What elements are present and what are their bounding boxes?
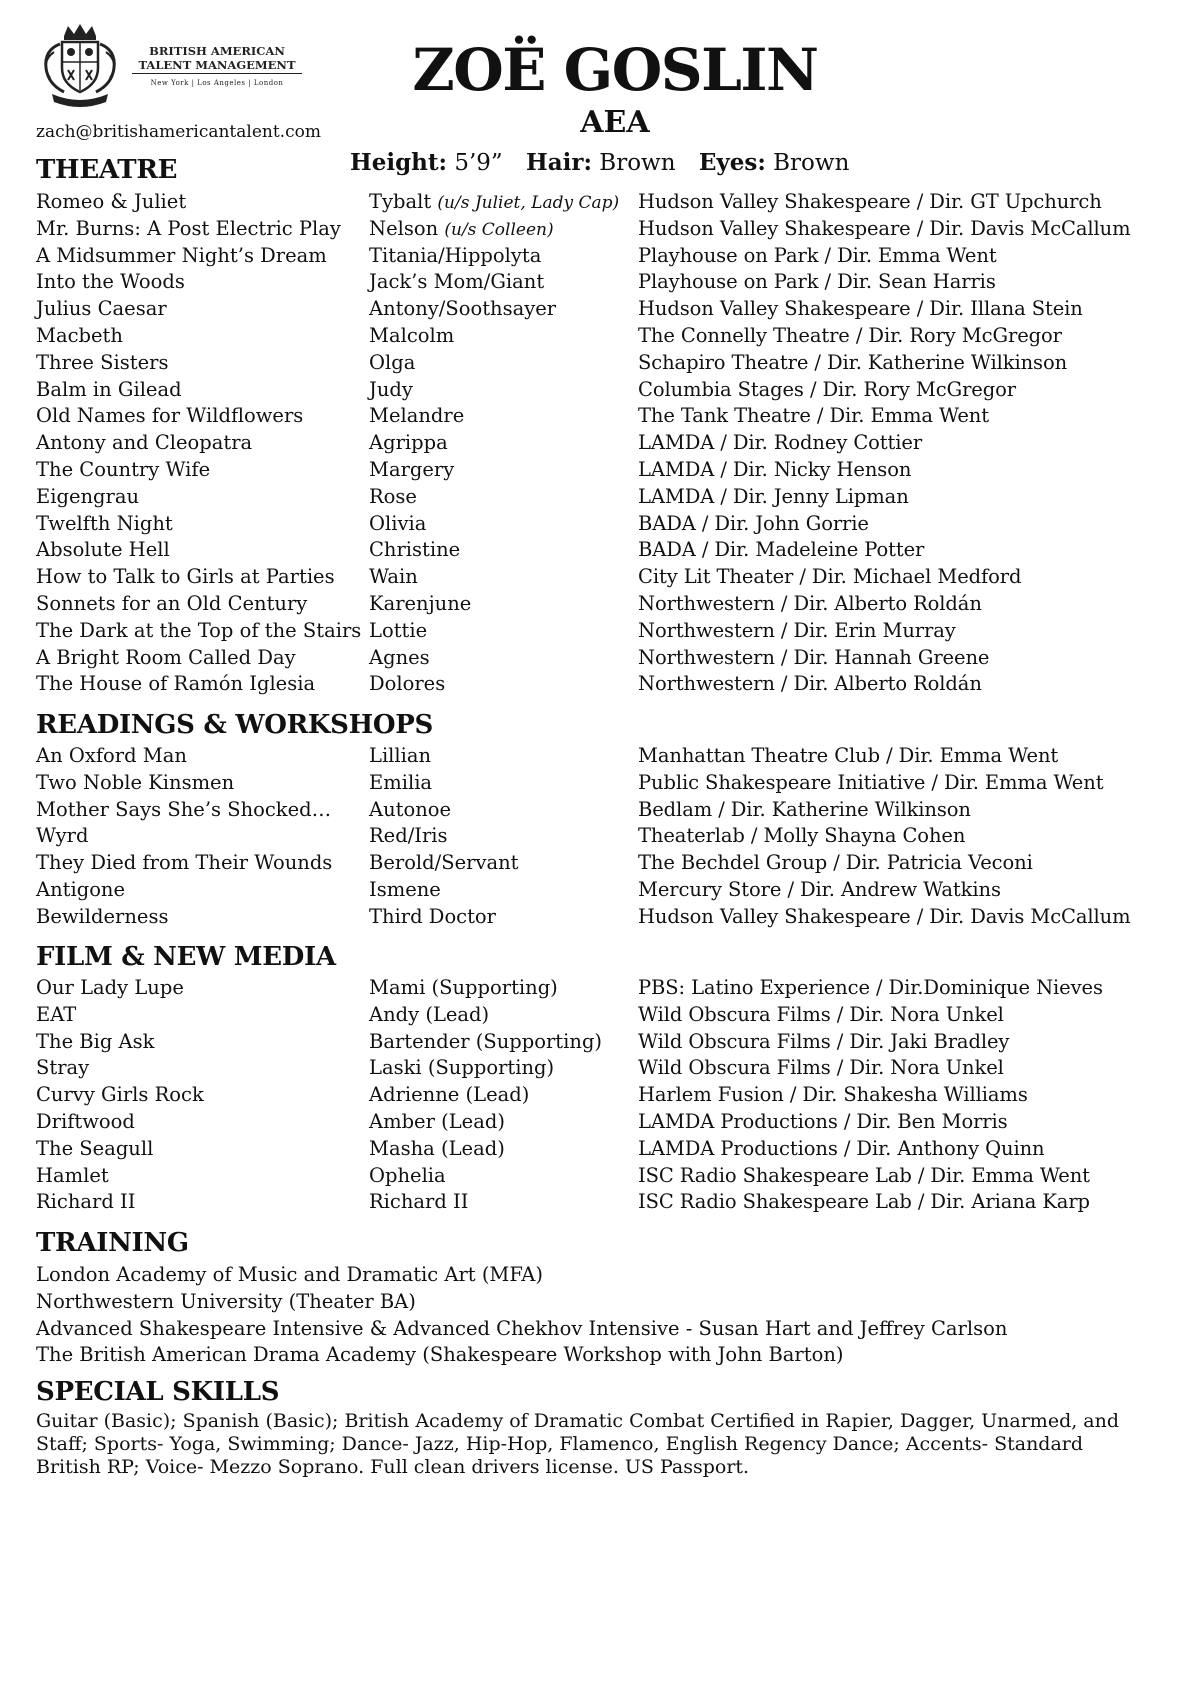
credit-role [369,904,496,931]
credit-role [369,743,431,770]
credit-role [369,1082,529,1109]
credit-role [369,296,556,323]
credit-role-name: Margery [369,457,455,481]
credit-role [369,823,448,850]
credit-title: Julius Caesar [36,297,167,321]
credit-title: Stray [36,1056,90,1080]
credit-title: A Midsummer Night’s Dream [36,243,327,267]
credit-title: Our Lady Lupe [36,976,184,999]
credit-role-name: Jack’s Mom/Giant [369,270,545,294]
credit-company: Columbia Stages / Dir. Rory McGregor [638,377,1016,401]
credit-company: Hudson Valley Shakespeare / Dir. Davis McCallum [638,216,1131,240]
credit-company: Hudson Valley Shakespeare / Dir. Davis McCallum [638,904,1131,928]
credit-row [36,904,1176,931]
height-value: 5’9” [454,150,503,176]
credit-row [36,975,1176,1002]
agent-email-link[interactable]: zach@britishamericantalent.com [36,122,321,142]
credit-role [369,797,451,824]
credit-role [369,1109,505,1136]
credit-role [369,1055,554,1082]
credit-row [36,877,1176,904]
credit-role-name: Nelson [369,216,439,240]
height-label: Height: [350,149,448,176]
credit-row [36,743,1176,770]
credit-role-name: Lottie [369,618,428,642]
credit-company: Playhouse on Park / Dir. Sean Harris [638,270,996,294]
credit-company: Northwestern / Dir. Hannah Greene [638,645,990,669]
credit-company: LAMDA Productions / Dir. Ben Morris [638,1109,1008,1133]
credit-company: PBS: Latino Experience / Dir.Dominique Nieves [638,976,1103,999]
credit-role [369,269,544,296]
credit-role-name: Autonoe [369,797,452,821]
credit-company: City Lit Theater / Dir. Michael Medford [638,565,1022,589]
credit-row [36,1002,1176,1029]
credit-row [36,269,1176,296]
credit-role [369,189,619,217]
training-list [36,1262,1156,1369]
credit-row [36,850,1176,877]
credit-role-name: Agnes [369,645,430,669]
credit-role-name: Melandre [369,404,465,428]
credit-company: Hudson Valley Shakespeare / Dir. Illana Stein [638,297,1083,321]
credit-role [369,350,415,377]
credit-role [369,403,464,430]
credit-role-note: (u/s Colleen) [444,219,554,240]
credit-row [36,323,1176,350]
credit-row [36,823,1176,850]
credit-row [36,377,1176,404]
credit-company: The Bechdel Group / Dir. Patricia Veconi [638,851,1033,875]
credit-title: Romeo & Juliet [36,190,187,213]
credit-role [369,243,541,270]
credit-row [36,591,1176,618]
credit-role-name: Berold/Servant [369,851,519,875]
credit-row [36,1029,1176,1056]
credit-title: Wyrd [36,824,89,848]
credit-role [369,1189,468,1216]
credit-role [369,591,471,618]
credit-role [369,618,427,645]
credit-row [36,296,1176,323]
skills-heading: SPECIAL SKILLS [36,1377,280,1407]
hair-value: Brown [599,150,676,176]
credit-role-name: Agrippa [369,431,448,455]
credit-role-name: Antony/Soothsayer [369,297,557,321]
credit-row [36,770,1176,797]
credit-title: Eigengrau [36,484,140,508]
credit-row [36,189,1176,216]
training-item: The British American Drama Academy (Shakespeare Workshop with John Barton) [36,1343,844,1367]
credit-title: They Died from Their Wounds [36,851,333,875]
credit-role [369,1136,505,1163]
credit-title: Curvy Girls Rock [36,1083,204,1107]
credit-role-name: Rose [369,484,417,508]
credit-title: The Seagull [36,1136,154,1160]
training-item: Northwestern University (Theater BA) [36,1289,416,1313]
readings-heading: READINGS & WORKSHOPS [36,710,434,740]
credit-role [369,484,417,511]
credit-role [369,430,448,457]
credit-row [36,1189,1176,1216]
crest-icon [34,22,126,108]
credit-row [36,457,1176,484]
credit-row [36,537,1176,564]
credit-title: The House of Ramón Iglesia [36,672,316,696]
credit-role-name: Titania/Hippolyta [369,243,542,267]
credit-row [36,1163,1176,1190]
credit-role-name: Richard II [369,1190,469,1214]
credit-title: Bewilderness [36,904,169,928]
credit-role-note: (u/s Juliet, Lady Cap) [437,193,620,213]
credit-company: The Connelly Theatre / Dir. Rory McGregor [638,323,1062,347]
credit-role [369,1163,446,1190]
credit-role [369,1002,489,1029]
agency-line-2: TALENT MANAGEMENT [132,58,302,74]
credit-row [36,430,1176,457]
credit-role-name: Olga [369,350,416,374]
physical-stats [350,148,870,178]
credit-role-name: Masha (Lead) [369,1136,505,1160]
credit-company: BADA / Dir. John Gorrie [638,511,869,535]
credit-title: The Dark at the Top of the Stairs [36,618,362,642]
credit-title: EAT [36,1002,77,1026]
credit-role [369,671,445,698]
film-heading: FILM & NEW MEDIA [36,942,336,972]
credit-company: Northwestern / Dir. Erin Murray [638,618,956,642]
credit-title: Macbeth [36,323,123,347]
credit-company: ISC Radio Shakespeare Lab / Dir. Ariana Karp [638,1190,1090,1214]
credit-title: Three Sisters [36,350,169,374]
credit-role-name: Wain [369,565,418,589]
credit-company: LAMDA Productions / Dir. Anthony Quinn [638,1136,1045,1160]
credit-role [369,537,460,564]
training-item: Advanced Shakespeare Intensive & Advanced Chekhov Intensive - Susan Hart and Jeffrey Carlson [36,1316,1008,1340]
credit-title: Absolute Hell [36,538,170,562]
credit-company: Schapiro Theatre / Dir. Katherine Wilkinson [638,350,1068,374]
theatre-heading: THEATRE [36,155,178,185]
credit-company: LAMDA / Dir. Rodney Cottier [638,431,923,455]
credit-role-name: Adrienne (Lead) [369,1083,530,1107]
credit-row [36,645,1176,672]
credit-role-name: Karenjune [369,591,472,615]
credit-title: Antony and Cleopatra [36,431,253,455]
credit-row [36,618,1176,645]
credit-title: A Bright Room Called Day [36,645,296,669]
credit-company: Playhouse on Park / Dir. Emma Went [638,243,997,267]
credit-role [369,770,432,797]
credit-row [36,1136,1176,1163]
credit-company: LAMDA / Dir. Jenny Lipman [638,484,909,508]
credit-row [36,350,1176,377]
credit-company: The Tank Theatre / Dir. Emma Went [638,404,989,428]
credit-company: Hudson Valley Shakespeare / Dir. GT Upchurch [638,190,1102,213]
credit-company: BADA / Dir. Madeleine Potter [638,538,925,562]
credit-role-name: Ismene [369,877,441,901]
credit-role [369,323,454,350]
agency-logo [34,22,324,112]
credit-title: Richard II [36,1190,136,1214]
credit-company: Bedlam / Dir. Katherine Wilkinson [638,797,971,821]
eyes-label: Eyes: [698,149,766,176]
actor-name: ZOË GOSLIN [412,36,818,104]
training-item: London Academy of Music and Dramatic Art (MFA) [36,1263,543,1286]
credit-company: Northwestern / Dir. Alberto Roldán [638,672,982,696]
agency-cities: New York | Los Angeles | London [150,79,284,87]
credit-title: How to Talk to Girls at Parties [36,565,335,589]
credit-role [369,377,413,404]
credit-role-name: Emilia [369,770,433,794]
credit-company: Manhattan Theatre Club / Dir. Emma Went [638,744,1059,767]
credit-row [36,1055,1176,1082]
credit-title: The Country Wife [36,457,211,481]
credit-role [369,975,558,1002]
credit-company: Wild Obscura Films / Dir. Nora Unkel [638,1056,1004,1080]
credit-role [369,1029,602,1056]
credit-role-name: Laski (Supporting) [369,1056,555,1080]
credit-role [369,850,518,877]
credit-company: Public Shakespeare Initiative / Dir. Emma Went [638,770,1104,794]
training-heading: TRAINING [36,1228,189,1258]
film-credits [36,975,1176,1216]
credit-company: Harlem Fusion / Dir. Shakesha Williams [638,1083,1028,1107]
credit-role-name: Amber (Lead) [369,1109,505,1133]
credit-title: Hamlet [36,1163,109,1187]
credit-role-name: Mami (Supporting) [369,976,558,999]
credit-row [36,216,1176,243]
credit-company: Theaterlab / Molly Shayna Cohen [638,824,966,848]
credit-company: Northwestern / Dir. Alberto Roldán [638,591,982,615]
credit-title: The Big Ask [36,1029,155,1053]
credit-row [36,564,1176,591]
credit-role-name: Dolores [369,672,446,696]
credit-title: Mr. Burns: A Post Electric Play [36,216,341,240]
credit-title: Driftwood [36,1109,135,1133]
credit-role-name: Judy [369,377,413,401]
credit-title: Sonnets for an Old Century [36,591,308,615]
credit-title: Into the Woods [36,270,185,294]
credit-row [36,797,1176,824]
credit-role-name: Andy (Lead) [369,1002,490,1026]
credit-title: Mother Says She’s Shocked… [36,797,332,821]
credit-title: An Oxford Man [36,744,187,767]
agency-name [132,44,302,90]
credit-role-name: Olivia [369,511,427,535]
credit-role [369,645,430,672]
eyes-value: Brown [773,150,850,176]
skills-text: Guitar (Basic); Spanish (Basic); British Academy of Dramatic Combat Certified in Rapier, Dagger, Unarmed, and Staff; Sports- Yoga, Swimming; Dance- Jazz, Hip-Hop, Flamenco, English Regency Dance; Accents- Standard British RP; Voice- Mezzo Soprano. Full clean drivers license. US Passport. [36,1410,1120,1478]
credit-row [36,484,1176,511]
credit-role [369,877,441,904]
readings-credits [36,743,1176,931]
credit-role [369,564,418,591]
hair-label: Hair: [526,149,592,176]
credit-row [36,511,1176,538]
agency-line-1: BRITISH AMERICAN [149,44,285,58]
credit-role-name: Malcolm [369,323,455,347]
credit-title: Balm in Gilead [36,377,182,401]
credit-company: Wild Obscura Films / Dir. Nora Unkel [638,1002,1004,1026]
credit-role-name: Ophelia [369,1163,446,1187]
credit-row [36,403,1176,430]
credit-row [36,1109,1176,1136]
credit-company: Wild Obscura Films / Dir. Jaki Bradley [638,1029,1010,1053]
credit-company: ISC Radio Shakespeare Lab / Dir. Emma Went [638,1163,1090,1187]
credit-title: Old Names for Wildflowers [36,404,304,428]
credit-row [36,243,1176,270]
theatre-credits [36,189,1176,698]
credit-company: Mercury Store / Dir. Andrew Watkins [638,877,1001,901]
credit-role [369,216,554,244]
credit-role [369,511,426,538]
union-affiliation: AEA [580,105,650,140]
credit-role-name: Christine [369,538,461,562]
credit-row [36,671,1176,698]
credit-role-name: Third Doctor [369,904,496,928]
credit-company: LAMDA / Dir. Nicky Henson [638,457,912,481]
credit-row [36,1082,1176,1109]
credit-role [369,457,454,484]
credit-title: Two Noble Kinsmen [36,770,235,794]
credit-title: Antigone [36,877,126,901]
credit-role-name: Tybalt [369,190,432,213]
credit-title: Twelfth Night [36,511,173,535]
credit-role-name: Bartender (Supporting) [369,1029,603,1053]
credit-role-name: Red/Iris [369,824,448,848]
credit-role-name: Lillian [369,744,432,767]
